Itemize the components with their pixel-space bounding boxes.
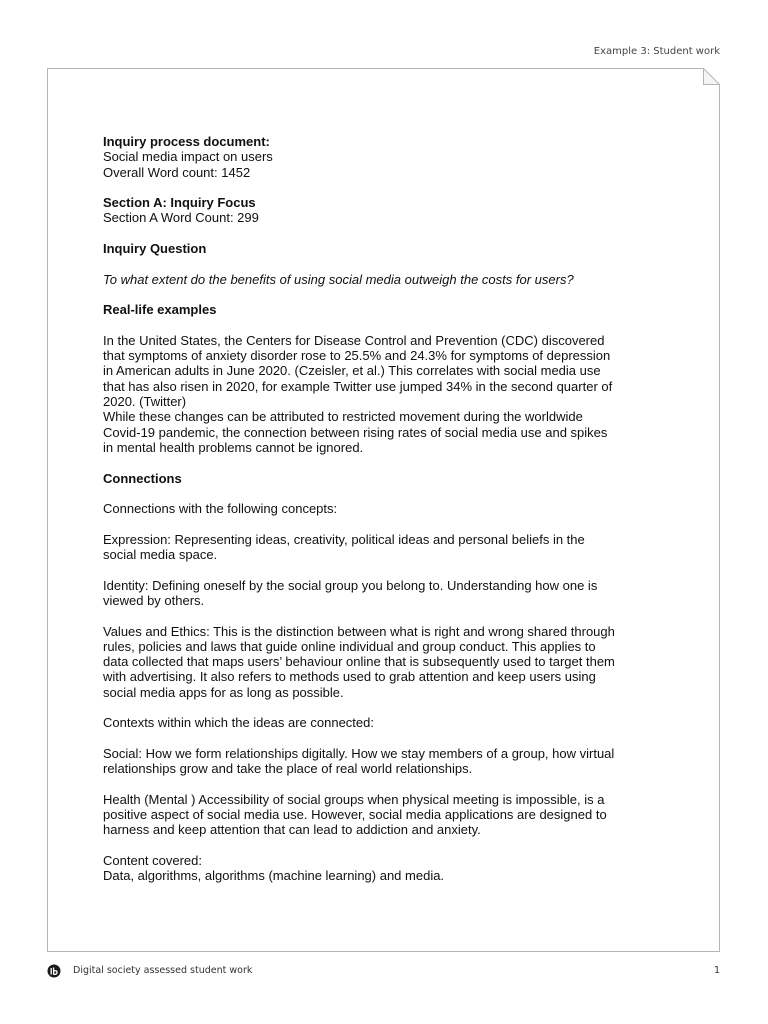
connections-intro: Connections with the following concepts: xyxy=(103,501,338,517)
text-line: harness and keep attention that can lead to addiction and anxiety. xyxy=(103,822,481,838)
text-line: Health (Mental ) Accessibility of social groups when physical meeting is impossible, is a xyxy=(103,791,605,807)
connections-heading: Connections xyxy=(103,470,182,486)
text-line: relationships grow and take the place of real world relationships. xyxy=(103,761,473,777)
document-subtitle: Social media impact on users xyxy=(103,149,273,165)
real-life-paragraph-1 xyxy=(103,333,673,409)
inquiry-question: To what extent do the benefits of using social media outweigh the costs for users? xyxy=(103,271,574,287)
text-line: In the United States, the Centers for Disease Control and Prevention (CDC) discovered xyxy=(103,332,605,348)
page-footer xyxy=(47,964,720,980)
text-line: Values and Ethics: This is the distinction between what is right and wrong shared through xyxy=(103,623,615,639)
text-line: in mental health problems cannot be ignored. xyxy=(103,439,364,455)
expression-paragraph xyxy=(103,532,673,563)
text-line: Identity: Defining oneself by the social group you belong to. Understanding how one is xyxy=(103,577,598,593)
text-line: Social: How we form relationships digitally. How we stay members of a group, how virtual xyxy=(103,745,615,761)
text-line: social media space. xyxy=(103,547,218,563)
page-frame-top xyxy=(47,68,703,69)
text-line: While these changes can be attributed to restricted movement during the worldwide xyxy=(103,409,583,425)
contexts-intro: Contexts within which the ideas are connected: xyxy=(103,715,374,731)
dog-ear-corner xyxy=(703,68,720,85)
identity-paragraph xyxy=(103,578,673,609)
text-line: that has also risen in 2020, for example Twitter use jumped 34% in the second quarter of xyxy=(103,378,613,394)
footer-text: Digital society assessed student work xyxy=(73,965,253,976)
inquiry-question-heading: Inquiry Question xyxy=(103,241,207,257)
text-line: in American adults in June 2020. (Czeisler, et al.) This correlates with social media use xyxy=(103,363,601,379)
text-line: that symptoms of anxiety disorder rose to 25.5% and 24.3% for symptoms of depression xyxy=(103,348,611,364)
page-frame-right xyxy=(719,85,720,952)
document-body xyxy=(103,134,673,884)
section-a-heading: Section A: Inquiry Focus xyxy=(103,195,256,211)
text-line: with advertising. It also refers to methods used to grab attention and keep users using xyxy=(103,669,596,685)
health-paragraph xyxy=(103,792,673,838)
text-line: Covid-19 pandemic, the connection between rising rates of social media use and spikes xyxy=(103,424,608,440)
text-line: rules, policies and laws that guide online individual and group conduct. This applies to xyxy=(103,638,596,654)
text-line: social media apps for as long as possible. xyxy=(103,684,344,700)
text-line: viewed by others. xyxy=(103,592,205,608)
overall-word-count: Overall Word count: 1452 xyxy=(103,164,251,180)
ib-logo-icon xyxy=(47,964,61,978)
section-a-word-count: Section A Word Count: 299 xyxy=(103,210,259,226)
running-head: Example 3: Student work xyxy=(593,46,720,57)
text-line: data collected that maps users’ behaviour online that is subsequently used to target them xyxy=(103,654,615,670)
content-covered-label: Content covered: xyxy=(103,852,203,868)
page-number: 1 xyxy=(713,965,720,976)
real-life-heading: Real-life examples xyxy=(103,302,217,318)
social-paragraph xyxy=(103,746,673,777)
values-ethics-paragraph xyxy=(103,624,673,700)
text-line: positive aspect of social media use. However, social media applications are designed to xyxy=(103,807,607,823)
content-covered: Data, algorithms, algorithms (machine learning) and media. xyxy=(103,868,445,884)
document-title: Inquiry process document: xyxy=(103,134,270,149)
real-life-paragraph-2 xyxy=(103,409,673,455)
text-line: 2020. (Twitter) xyxy=(103,394,187,410)
text-line: Expression: Representing ideas, creativity, political ideas and personal beliefs in the xyxy=(103,531,585,547)
